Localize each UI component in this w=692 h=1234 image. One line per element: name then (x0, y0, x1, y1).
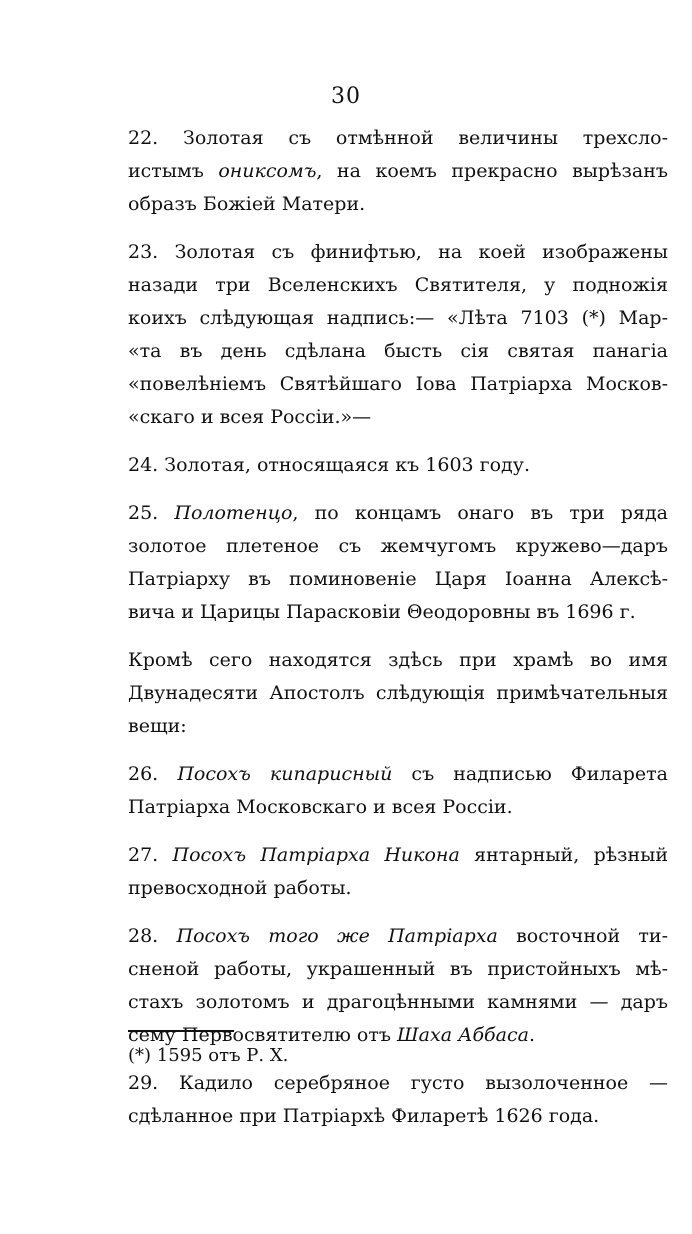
text-line (128, 677, 668, 710)
italic-text: Посохъ кипарисный (177, 763, 393, 785)
text-run: , на коемъ прекрасно вырѣзанъ (316, 160, 668, 182)
text-line (128, 920, 668, 953)
text-line (128, 497, 668, 530)
text-run: коихъ слѣдующая надпись:— «Лѣта 7103 (*) Мар- (128, 307, 668, 329)
text-line (128, 530, 668, 563)
text-run: янтарный, рѣзный (459, 844, 668, 866)
text-line (128, 236, 668, 269)
text-line (128, 596, 668, 629)
text-run: «скаго и всея Россiи.»— (128, 406, 372, 428)
text-run: вещи: (128, 715, 187, 737)
text-line (128, 758, 668, 791)
text-line (128, 449, 668, 482)
text-run: Патрiарха Московскаго и всея Россiи. (128, 796, 513, 818)
paragraph (128, 122, 668, 221)
text-line (128, 563, 668, 596)
text-run: сдѣланное при Патрiархѣ Филаретѣ 1626 года. (128, 1105, 600, 1127)
text-run: золотое плетеное съ жемчугомъ кружево—даръ (128, 535, 668, 557)
text-line (128, 188, 668, 221)
text-run: Двунадесяти Апостолъ слѣдующiя примѣчательныя (128, 682, 668, 704)
text-run: 27. (128, 844, 173, 866)
text-run: 24. Золотая, относящаяся къ 1603 году. (128, 454, 530, 476)
text-line (128, 155, 668, 188)
text-line (128, 368, 668, 401)
footnote-rule (128, 1030, 234, 1032)
text-run: вича и Царицы Парасковiи Θеодоровны въ 1696 г. (128, 601, 636, 623)
text-run: 29. Кадило серебряное густо вызолоченное — (128, 1072, 668, 1094)
text-run: истымъ (128, 160, 219, 182)
text-line (128, 644, 668, 677)
text-run: Патрiарху въ поминовенiе Царя Iоанна Алексѣ- (128, 568, 668, 590)
text-line (128, 335, 668, 368)
text-line (128, 986, 668, 1019)
text-line (128, 839, 668, 872)
paragraph (128, 644, 668, 743)
text-run: сненой работы, украшенный въ пристойныхъ мѣ- (128, 958, 668, 980)
paragraph (128, 1067, 668, 1133)
text-run: назади три Вселенскихъ Святителя, у подножiя (128, 274, 668, 296)
paragraph (128, 236, 668, 434)
text-run: 25. (128, 502, 175, 524)
text-line (128, 791, 668, 824)
text-line (128, 1067, 668, 1100)
italic-text: Посохъ Патрiарха Никона (172, 844, 460, 866)
footnote: (*) 1595 отъ Р. Х. (128, 1045, 289, 1066)
text-line (128, 872, 668, 905)
text-line (128, 302, 668, 335)
paragraph (128, 758, 668, 824)
text-line (128, 269, 668, 302)
italic-text: ониксомъ (218, 160, 317, 182)
text-line (128, 1100, 668, 1133)
text-run: Кромѣ сего находятся здѣсь при храмѣ во имя (128, 649, 668, 671)
italic-text: Полотенцо (174, 502, 293, 524)
text-run: сему Первосвятителю отъ (128, 1024, 397, 1046)
text-run: 26. (128, 763, 178, 785)
text-run: стахъ золотомъ и драгоцѣнными камнями — даръ (128, 991, 668, 1013)
text-run: восточной ти- (497, 925, 668, 947)
text-run: . (528, 1024, 536, 1046)
paragraph (128, 449, 668, 482)
paragraph (128, 920, 668, 1052)
text-run: съ надписью Филарета (392, 763, 668, 785)
text-run: «повелѣнiемъ Святѣйшаго Iова Патрiарха Москов- (128, 373, 668, 395)
text-run: превосходной работы. (128, 877, 352, 899)
text-run: 23. Золотая съ финифтью, на коей изображены (128, 241, 668, 263)
text-line (128, 122, 668, 155)
text-line (128, 401, 668, 434)
paragraph (128, 497, 668, 629)
text-run: «та въ день сдѣлана бысть сiя святая панагiа (128, 340, 668, 362)
text-line (128, 953, 668, 986)
page-body (128, 122, 668, 1148)
text-run: образъ Божiей Матери. (128, 193, 366, 215)
text-line (128, 710, 668, 743)
page-number: 30 (331, 84, 361, 109)
text-run: 28. (128, 925, 177, 947)
text-run: 22. Золотая съ отмѣнной величины трехсло- (128, 127, 668, 149)
italic-text: Шаха Аббаса (396, 1024, 529, 1046)
italic-text: Посохъ того же Патрiарха (176, 925, 498, 947)
text-run: , по концамъ онаго въ три ряда (292, 502, 668, 524)
paragraph (128, 839, 668, 905)
